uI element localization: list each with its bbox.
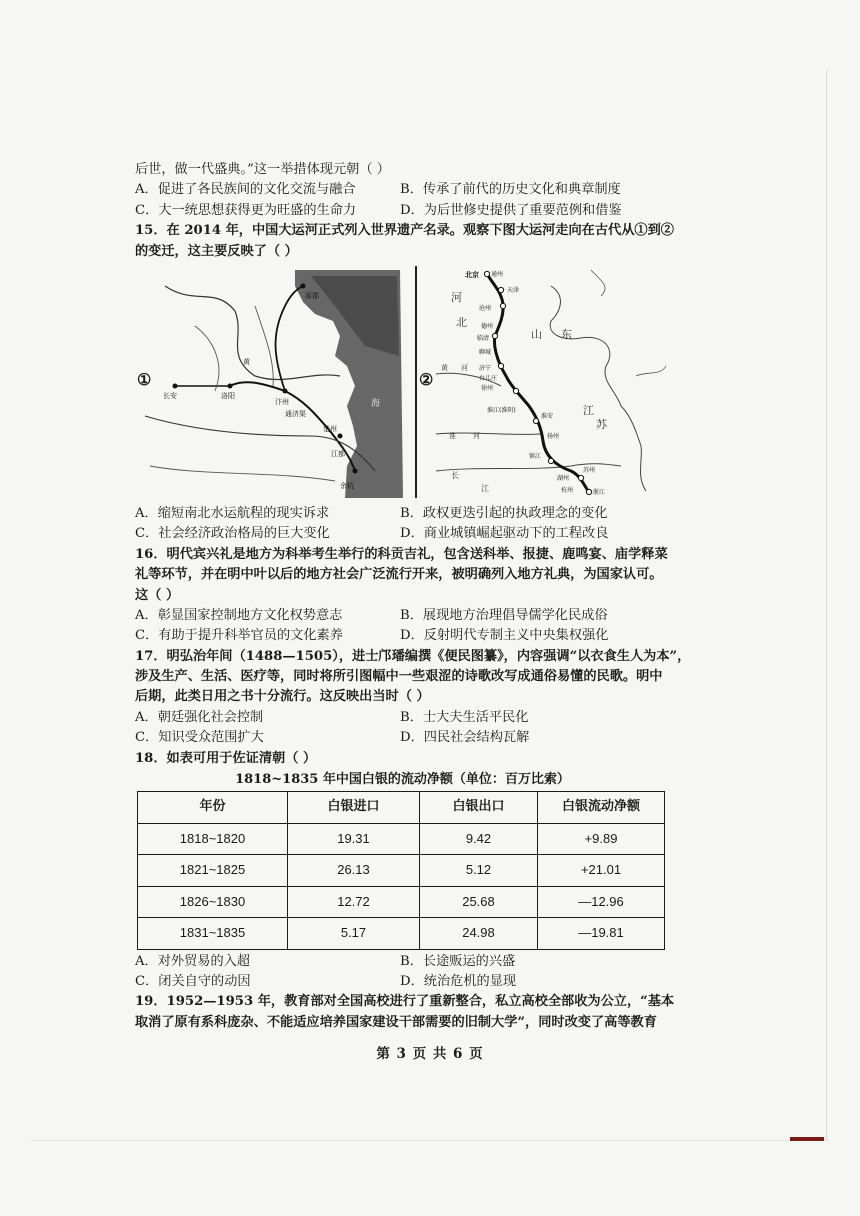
map2-drawing	[431, 266, 682, 498]
cell-net: +21.01	[538, 855, 665, 887]
q16-option-d[interactable]: D．反射明代专制主义中央集权强化	[400, 628, 609, 644]
q16-stem-line2: 礼等环节，并在明中叶以后的地方社会广泛流行开来，被明确列入地方礼典，为国家认可。	[135, 567, 663, 583]
cell-import: 5.17	[288, 918, 420, 950]
q15-option-c[interactable]: C．社会经济政治格局的巨大变化	[135, 526, 330, 542]
map1-label-jiangdu: 江都	[331, 449, 345, 458]
q14-option-a[interactable]: A．促进了各民族间的文化交流与融合	[135, 182, 356, 198]
table-header-row	[138, 792, 665, 824]
map2-label-dezhou: 德州	[481, 322, 494, 330]
map2-label-zhejiang: 浙江	[593, 488, 606, 496]
q17-option-a[interactable]: A．朝廷强化社会控制	[135, 709, 264, 725]
q15-stem-line2: 的变迁，这主要反映了（ ）	[135, 243, 298, 259]
map2-label-shan: 山	[531, 327, 542, 341]
cell-year: 1831~1835	[138, 918, 288, 950]
cell-net: —12.96	[538, 886, 665, 918]
q16-options-row2	[135, 626, 670, 646]
cell-import: 19.31	[288, 823, 420, 855]
q18-option-a[interactable]: A．对外贸易的入超	[135, 953, 251, 969]
cell-export: 9.42	[420, 823, 538, 855]
cell-import: 26.13	[288, 855, 420, 887]
map2-label-huang: 黄	[441, 363, 448, 372]
q18-stem: 18．如表可用于佐证清朝（ ）	[135, 750, 317, 766]
q18-option-b[interactable]: B．长途贩运的兴盛	[400, 953, 516, 969]
map2-label-jiang: 江	[583, 403, 594, 417]
cell-import: 12.72	[288, 886, 420, 918]
q15-options-row2	[135, 524, 670, 544]
map2-label-huaihe: 河	[473, 431, 480, 440]
q15-option-a[interactable]: A．缩短南北水运航程的现实诉求	[135, 505, 330, 521]
cell-export: 24.98	[420, 918, 538, 950]
cell-year: 1821~1825	[138, 855, 288, 887]
silver-flow-table	[137, 791, 665, 950]
map2-label-hangzhou: 杭州	[561, 486, 574, 494]
q17-option-b[interactable]: B．士大夫生活平民化	[400, 709, 529, 725]
map2-label-changjiang: 江	[481, 483, 489, 493]
map2-label-he: 河	[451, 290, 462, 304]
q17-stem-line3: 后期，此类日用之书十分流行。这反映出当时（ ）	[135, 689, 430, 705]
header-net: 白银流动净额	[538, 792, 665, 824]
map2-label-linqing: 临清	[477, 334, 490, 342]
cell-year: 1826~1830	[138, 886, 288, 918]
map2-label-suzhou: 苏州	[583, 466, 596, 474]
map2-label-huaian: 淮安	[541, 412, 554, 420]
q17-options-row2	[135, 728, 670, 748]
map2-label-su: 苏	[596, 417, 607, 431]
map1-label-tongjiqu: 通济渠	[285, 409, 306, 418]
cell-export: 25.68	[420, 886, 538, 918]
q14-options-row1	[135, 180, 670, 200]
header-export: 白银出口	[420, 792, 538, 824]
map2-label-beijing: 北京	[465, 270, 479, 279]
q14-options-row2	[135, 201, 670, 221]
q18-option-d[interactable]: D．统治危机的显现	[400, 973, 517, 989]
header-import: 白银进口	[288, 792, 420, 824]
cell-year: 1818~1820	[138, 823, 288, 855]
map-sui-canal	[135, 266, 407, 498]
q16-stem-line3: 这（ ）	[135, 587, 180, 603]
map-grand-canal	[419, 266, 670, 498]
map1-label-changan: 长安	[163, 391, 177, 400]
q14-option-c[interactable]: C．大一统思想获得更为旺盛的生命力	[135, 202, 357, 218]
page-footer: 第 3 页 共 6 页	[376, 1046, 484, 1062]
page-edge-bottom	[30, 1140, 830, 1141]
q16-options-row1	[135, 606, 670, 626]
page-corner-mark	[790, 1137, 824, 1141]
table-row	[138, 855, 665, 887]
map2-label-huanghe: 河	[461, 363, 468, 372]
page-edge-right	[826, 70, 827, 1140]
map2-label-chang: 长	[451, 470, 459, 480]
map2-label-tianjin: 天津	[507, 286, 520, 294]
q15-option-d[interactable]: D．商业城镇崛起驱动下的工程改良	[400, 526, 609, 542]
map1-number: ①	[137, 369, 152, 389]
map2-label-huaiyin: 淮江(淮阴)	[487, 406, 516, 414]
map2-number: ②	[419, 369, 434, 389]
cell-net: —19.81	[538, 918, 665, 950]
q17-option-d[interactable]: D．四民社会结构瓦解	[400, 730, 530, 746]
q17-option-c[interactable]: C．知识受众范围扩大	[135, 730, 264, 746]
map2-label-dong: 东	[561, 327, 572, 341]
map1-label-luoyang: 洛阳	[221, 391, 235, 400]
map1-label-huang: 黄	[243, 357, 250, 366]
q15-options-row1	[135, 504, 670, 524]
cell-net: +9.89	[538, 823, 665, 855]
q17-stem-line1: 17．明弘治年间（1488—1505），进士邝璠编撰《便民图纂》，内容强调“以衣食生人为本”，	[135, 648, 691, 664]
q14-option-d[interactable]: D．为后世修史提供了重要范例和借鉴	[400, 202, 622, 218]
map-divider	[415, 266, 417, 498]
exam-content	[135, 160, 691, 1033]
q19-stem-line2: 取消了原有系科庞杂、不能适应培养国家建设干部需要的旧制大学”，同时改变了高等教育	[135, 1014, 657, 1030]
silver-table-title: 1818~1835 年中国白银的流动净额（单位：百万比索）	[235, 772, 570, 788]
map1-label-zhuojun: 涿郡	[305, 291, 319, 300]
q16-option-c[interactable]: C．有助于提升科举官员的文化素养	[135, 628, 343, 644]
map2-label-zhenjiang: 镇江	[529, 452, 542, 460]
map1-label-sea: 海	[371, 398, 381, 409]
canal-maps	[135, 266, 670, 498]
map1-yongji-canal	[276, 286, 303, 391]
q17-options-row1	[135, 708, 670, 728]
q18-option-c[interactable]: C．闭关自守的动因	[135, 973, 251, 989]
q17-stem-line2: 涉及生产、生活、医疗等，同时将所引图幅中一些艰涩的诗歌改写成通俗易懂的民歌。明中	[135, 669, 663, 685]
q14-stem: 后世，做一代盛典。”这一举措体现元朝（ ）	[135, 162, 390, 177]
map2-coastline	[550, 286, 646, 491]
map2-label-yangzhou: 扬州	[547, 432, 560, 440]
q18-options-row1	[135, 952, 670, 972]
map2-label-huai: 淮	[449, 431, 456, 440]
table-row	[138, 886, 665, 918]
map2-label-taierzhuang: 台儿庄	[479, 374, 498, 382]
q14-option-b[interactable]: B．传承了前代的历史文化和典章制度	[400, 182, 621, 198]
map2-label-tongzhou: 通州	[491, 270, 504, 278]
map2-label-huzhou: 湖州	[557, 474, 570, 482]
map2-label-liaocheng: 聊城	[479, 348, 492, 356]
map2-label-bei: 北	[456, 315, 467, 329]
map2-label-xuzhou: 徐州	[481, 384, 494, 392]
map1-drawing	[135, 266, 407, 498]
map1-label-yuhang: 余杭	[340, 481, 354, 490]
q16-stem-line1: 16．明代宾兴礼是地方为科举考生举行的科贡吉礼，包含送科举、报捷、鹿鸣宴、庙学释菜	[135, 546, 668, 562]
table-row	[138, 918, 665, 950]
q19-stem-line1: 19．1952—1953 年，教育部对全国高校进行了重新整合，私立高校全部收为公立，“基本	[135, 994, 675, 1010]
map1-label-bianzhou: 汴州	[275, 397, 289, 406]
header-year: 年份	[138, 792, 288, 824]
q16-option-b[interactable]: B．展现地方治理倡导儒学化民成俗	[400, 607, 608, 623]
q18-options-row2	[135, 972, 670, 992]
q16-option-a[interactable]: A．彰显国家控制地方文化权势意志	[135, 607, 343, 623]
map1-label-chuzhou: 楚州	[323, 424, 337, 433]
cell-export: 5.12	[420, 855, 538, 887]
q15-stem-line1: 15．在 2014 年，中国大运河正式列入世界遗产名录。观察下图大运河走向在古代从①到②	[135, 223, 674, 239]
map2-label-jining: 济宁	[479, 364, 492, 372]
map2-label-cangzhou: 沧州	[479, 304, 492, 312]
table-row	[138, 823, 665, 855]
q15-option-b[interactable]: B．政权更迭引起的执政理念的变化	[400, 505, 608, 521]
